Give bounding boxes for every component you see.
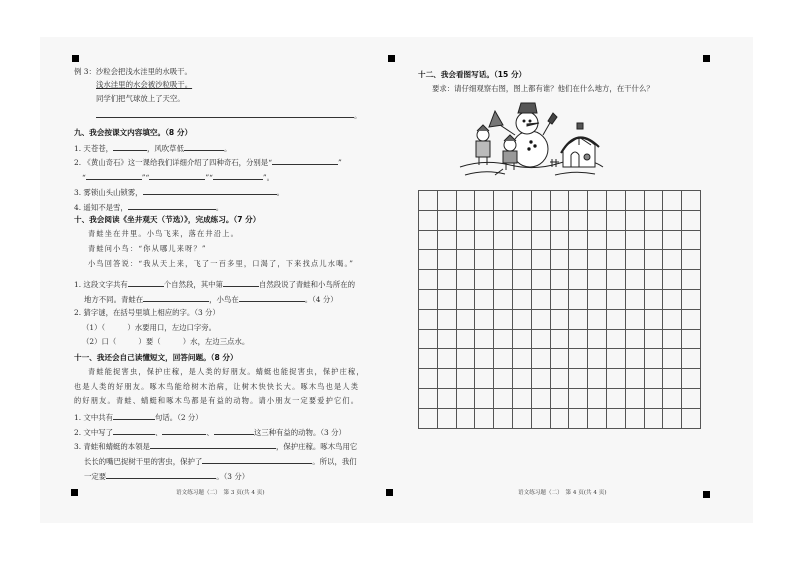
grid-cell[interactable] — [550, 190, 569, 210]
registration-mark-bottom-left — [71, 489, 78, 496]
example3-question: 同学们把气球放上了天空。 — [96, 94, 185, 103]
grid-cell[interactable] — [587, 190, 606, 210]
grid-cell[interactable] — [681, 269, 700, 289]
section11-q3: 3. 青蛙和蜻蜓的本领是 ，保护庄稼。啄木鸟用它 — [74, 442, 358, 451]
grid-cell[interactable] — [644, 388, 663, 408]
fill-blank[interactable] — [143, 186, 277, 195]
grid-cell[interactable] — [418, 190, 437, 210]
grid-cell[interactable] — [644, 210, 663, 230]
grid-cell[interactable] — [437, 289, 456, 309]
grid-cell[interactable] — [512, 269, 531, 289]
grid-cell[interactable] — [644, 309, 663, 329]
grid-cell[interactable] — [625, 348, 644, 368]
fill-blank[interactable] — [184, 142, 224, 151]
registration-mark-top-right — [703, 55, 710, 62]
grid-cell[interactable] — [606, 348, 625, 368]
grid-cell[interactable] — [456, 230, 475, 250]
grid-cell[interactable] — [512, 408, 531, 428]
grid-cell[interactable] — [606, 249, 625, 269]
grid-cell[interactable] — [418, 388, 437, 408]
grid-cell[interactable] — [625, 249, 644, 269]
snowman-illustration — [455, 97, 605, 182]
fill-blank[interactable] — [128, 201, 216, 210]
section9-item2-cont: “ ”“ ”“ ”。 — [82, 173, 275, 182]
grid-cell[interactable] — [456, 348, 475, 368]
answer-blank[interactable] — [96, 109, 354, 118]
grid-cell[interactable] — [625, 289, 644, 309]
fill-blank[interactable] — [149, 171, 205, 180]
grid-cell[interactable] — [587, 249, 606, 269]
grid-cell[interactable] — [606, 269, 625, 289]
section11-q1: 1. 文中共有 句话。（2 分） — [74, 413, 203, 422]
example3-answer-line[interactable]: 。 — [96, 109, 361, 121]
example3-answer: 浅水洼里的水会被沙粒吸干。 — [96, 80, 193, 89]
grid-cell[interactable] — [587, 388, 606, 408]
grid-cell[interactable] — [531, 368, 550, 388]
fill-blank[interactable] — [223, 278, 259, 287]
grid-cell[interactable] — [644, 230, 663, 250]
grid-cell[interactable] — [568, 388, 587, 408]
fill-blank[interactable] — [113, 142, 147, 151]
grid-cell[interactable] — [625, 388, 644, 408]
writing-grid[interactable] — [418, 190, 701, 429]
grid-cell[interactable] — [681, 329, 700, 349]
grid-cell[interactable] — [662, 190, 681, 210]
grid-cell[interactable] — [531, 230, 550, 250]
grid-cell[interactable] — [606, 210, 625, 230]
page-footer-left: 语文练习题（二） 第 3 页(共 4 页) — [176, 490, 265, 496]
fill-blank[interactable] — [162, 426, 206, 435]
grid-cell[interactable] — [681, 289, 700, 309]
grid-cell[interactable] — [418, 309, 437, 329]
grid-cell[interactable] — [418, 368, 437, 388]
grid-cell[interactable] — [437, 388, 456, 408]
grid-cell[interactable] — [512, 329, 531, 349]
grid-cell[interactable] — [587, 269, 606, 289]
grid-cell[interactable] — [625, 309, 644, 329]
grid-cell[interactable] — [587, 309, 606, 329]
grid-cell[interactable] — [568, 309, 587, 329]
section11-q3-cont: 长长的嘴巴捉树干里的害虫，保护了 。所以，我们 — [84, 457, 357, 466]
grid-cell[interactable] — [662, 309, 681, 329]
grid-cell[interactable] — [568, 289, 587, 309]
grid-cell[interactable] — [681, 388, 700, 408]
grid-cell[interactable] — [456, 368, 475, 388]
grid-cell[interactable] — [662, 230, 681, 250]
grid-cell[interactable] — [662, 269, 681, 289]
grid-cell[interactable] — [531, 388, 550, 408]
grid-cell[interactable] — [474, 249, 493, 269]
grid-cell[interactable] — [644, 249, 663, 269]
registration-mark-bottom-right — [703, 491, 710, 498]
grid-cell[interactable] — [644, 348, 663, 368]
grid-cell[interactable] — [606, 388, 625, 408]
grid-cell[interactable] — [625, 408, 644, 428]
grid-cell[interactable] — [512, 368, 531, 388]
grid-cell[interactable] — [606, 289, 625, 309]
grid-cell[interactable] — [625, 368, 644, 388]
grid-cell[interactable] — [456, 210, 475, 230]
grid-cell[interactable] — [625, 190, 644, 210]
grid-cell[interactable] — [681, 368, 700, 388]
grid-cell[interactable] — [644, 329, 663, 349]
grid-cell[interactable] — [681, 408, 700, 428]
section11-title: 十一、我还会自己读懂短文，回答问题。（8 分） — [74, 353, 238, 362]
grid-cell[interactable] — [644, 190, 663, 210]
fill-blank[interactable] — [202, 455, 312, 464]
grid-cell[interactable] — [437, 249, 456, 269]
grid-cell[interactable] — [568, 249, 587, 269]
grid-cell[interactable] — [456, 329, 475, 349]
section9-title: 九、我会按课文内容填空。（8 分） — [74, 128, 193, 137]
fill-blank[interactable] — [143, 293, 209, 302]
grid-cell[interactable] — [493, 249, 512, 269]
example3-line — [74, 67, 192, 77]
grid-cell[interactable] — [437, 408, 456, 428]
grid-cell[interactable] — [531, 329, 550, 349]
grid-cell[interactable] — [493, 289, 512, 309]
grid-cell[interactable] — [474, 210, 493, 230]
grid-cell[interactable] — [662, 249, 681, 269]
fill-blank[interactable] — [150, 440, 276, 449]
grid-cell[interactable] — [662, 210, 681, 230]
grid-cell[interactable] — [474, 408, 493, 428]
grid-cell[interactable] — [531, 348, 550, 368]
grid-cell[interactable] — [474, 289, 493, 309]
section10-passage-line1: 青蛙坐在井里。小鸟飞来，落在井沿上。 — [88, 229, 239, 238]
grid-cell[interactable] — [587, 230, 606, 250]
grid-cell[interactable] — [662, 388, 681, 408]
section9-item3: 3. 雾锁山头山锁雾， 。 — [74, 188, 284, 197]
section11-q2: 2. 文中写了 、 、 这三种有益的动物。（3 分） — [74, 428, 346, 437]
grid-cell[interactable] — [568, 348, 587, 368]
grid-cell[interactable] — [456, 408, 475, 428]
grid-cell[interactable] — [512, 289, 531, 309]
grid-cell[interactable] — [493, 368, 512, 388]
grid-cell[interactable] — [662, 289, 681, 309]
section9-item1: 1. 天苍苍， ，风吹草低 。 — [74, 144, 232, 153]
grid-cell[interactable] — [437, 210, 456, 230]
grid-cell[interactable] — [512, 190, 531, 210]
grid-cell[interactable] — [512, 249, 531, 269]
grid-cell[interactable] — [437, 269, 456, 289]
grid-cell[interactable] — [474, 348, 493, 368]
fill-blank[interactable] — [272, 156, 338, 165]
grid-cell[interactable] — [644, 368, 663, 388]
grid-cell[interactable] — [625, 329, 644, 349]
grid-cell[interactable] — [418, 408, 437, 428]
grid-cell[interactable] — [437, 190, 456, 210]
grid-cell[interactable] — [474, 388, 493, 408]
grid-cell[interactable] — [512, 388, 531, 408]
grid-cell[interactable] — [587, 329, 606, 349]
section9-item2: 2. 《黄山奇石》这一课给我们详细介绍了四种奇石，分别是“ ” — [74, 158, 342, 167]
grid-cell[interactable] — [437, 368, 456, 388]
grid-cell[interactable] — [662, 348, 681, 368]
fill-blank[interactable] — [214, 426, 254, 435]
grid-cell[interactable] — [493, 388, 512, 408]
fill-blank[interactable] — [86, 171, 142, 180]
grid-cell[interactable] — [456, 249, 475, 269]
grid-cell[interactable] — [568, 408, 587, 428]
section10-q2-1: （1）（ ）水要用口，左边口字旁。 — [82, 323, 217, 332]
grid-cell[interactable] — [493, 309, 512, 329]
grid-cell[interactable] — [550, 249, 569, 269]
grid-cell[interactable] — [531, 309, 550, 329]
grid-cell[interactable] — [550, 329, 569, 349]
grid-cell[interactable] — [587, 408, 606, 428]
section11-passage-line2: 也是人类的好朋友。啄木鸟能给树木治病，让树木快快长大。啄木鸟也是人类 — [74, 382, 360, 391]
grid-cell[interactable] — [493, 329, 512, 349]
grid-cell[interactable] — [493, 269, 512, 289]
grid-cell[interactable] — [568, 230, 587, 250]
section10-q2-2: （2）口（ ）要（ ）水，左边三点水。 — [82, 337, 250, 346]
grid-cell[interactable] — [681, 210, 700, 230]
grid-cell[interactable] — [418, 230, 437, 250]
grid-cell[interactable] — [662, 368, 681, 388]
grid-cell[interactable] — [456, 289, 475, 309]
grid-cell[interactable] — [606, 309, 625, 329]
grid-cell[interactable] — [456, 190, 475, 210]
grid-cell[interactable] — [681, 348, 700, 368]
grid-cell[interactable] — [531, 289, 550, 309]
example-sentence: 沙粒会把浅水洼里的水吸干。 — [95, 67, 192, 76]
grid-cell[interactable] — [531, 408, 550, 428]
grid-cell[interactable] — [437, 329, 456, 349]
grid-cell[interactable] — [418, 269, 437, 289]
grid-cell[interactable] — [568, 368, 587, 388]
grid-cell[interactable] — [606, 408, 625, 428]
grid-cell[interactable] — [606, 329, 625, 349]
grid-cell[interactable] — [493, 210, 512, 230]
grid-cell[interactable] — [681, 249, 700, 269]
grid-cell[interactable] — [606, 230, 625, 250]
grid-cell[interactable] — [493, 408, 512, 428]
grid-cell[interactable] — [531, 249, 550, 269]
registration-mark-bottom-center — [386, 489, 393, 496]
grid-cell[interactable] — [550, 388, 569, 408]
registration-mark-top-center — [388, 55, 395, 62]
grid-cell[interactable] — [644, 269, 663, 289]
grid-cell[interactable] — [587, 368, 606, 388]
section10-passage-line3: 小鸟回答说：“我从天上来，飞了一百多里，口渴了，下来找点儿水喝。” — [88, 259, 355, 268]
section12-requirement: 要求：请仔细观察右图，图上都有谁？他们在什么地方，在干什么？ — [432, 84, 654, 93]
fill-blank[interactable] — [113, 426, 155, 435]
grid-cell[interactable] — [568, 269, 587, 289]
grid-cell[interactable] — [512, 348, 531, 368]
grid-cell[interactable] — [681, 309, 700, 329]
grid-cell[interactable] — [625, 210, 644, 230]
grid-cell[interactable] — [531, 269, 550, 289]
grid-cell[interactable] — [474, 230, 493, 250]
grid-cell[interactable] — [550, 348, 569, 368]
grid-cell[interactable] — [681, 190, 700, 210]
grid-cell[interactable] — [587, 348, 606, 368]
example-label: 例 3： — [74, 67, 96, 76]
grid-cell[interactable] — [493, 348, 512, 368]
grid-cell[interactable] — [662, 329, 681, 349]
grid-cell[interactable] — [437, 348, 456, 368]
grid-cell[interactable] — [568, 190, 587, 210]
grid-cell[interactable] — [662, 408, 681, 428]
grid-cell[interactable] — [456, 309, 475, 329]
grid-cell[interactable] — [568, 210, 587, 230]
section9-item4: 4. 遥知不是雪， 。 — [74, 203, 224, 212]
section10-passage-line2: 青蛙问小鸟：“你从哪儿来呀？” — [88, 244, 207, 253]
section11-q3-cont2: 一定要 。（3 分） — [84, 472, 250, 481]
grid-cell[interactable] — [418, 249, 437, 269]
page-footer-right: 语文练习题（二） 第 4 页(共 4 页) — [518, 490, 607, 496]
fill-blank[interactable] — [213, 171, 263, 180]
grid-cell[interactable] — [625, 230, 644, 250]
grid-cell[interactable] — [644, 289, 663, 309]
grid-cell[interactable] — [625, 269, 644, 289]
grid-cell[interactable] — [681, 230, 700, 250]
fill-blank[interactable] — [113, 411, 155, 420]
grid-cell[interactable] — [531, 210, 550, 230]
grid-cell[interactable] — [493, 190, 512, 210]
grid-cell[interactable] — [512, 230, 531, 250]
grid-cell[interactable] — [550, 408, 569, 428]
section10-title: 十、我会阅读《坐井观天（节选）》，完成练习。（7 分） — [74, 215, 261, 224]
grid-cell[interactable] — [474, 269, 493, 289]
grid-cell[interactable] — [474, 309, 493, 329]
grid-cell[interactable] — [568, 329, 587, 349]
grid-cell[interactable] — [587, 210, 606, 230]
grid-cell[interactable] — [418, 348, 437, 368]
grid-cell[interactable] — [587, 289, 606, 309]
grid-cell[interactable] — [550, 230, 569, 250]
grid-cell[interactable] — [606, 368, 625, 388]
grid-cell[interactable] — [456, 269, 475, 289]
grid-cell[interactable] — [418, 329, 437, 349]
grid-cell[interactable] — [531, 190, 550, 210]
grid-cell[interactable] — [512, 210, 531, 230]
grid-cell[interactable] — [606, 190, 625, 210]
section12-title: 十二、我会看图写话。（15 分） — [418, 70, 527, 79]
grid-cell[interactable] — [474, 368, 493, 388]
grid-cell[interactable] — [474, 329, 493, 349]
section10-q1: 1. 这段文字共有 个自然段，其中第 自然段说了青蛙和小鸟所在的 — [74, 280, 356, 289]
grid-cell[interactable] — [644, 408, 663, 428]
grid-cell[interactable] — [418, 210, 437, 230]
section10-q2: 2. 猜字谜，在括号里填上相应的字。（3 分） — [74, 308, 220, 317]
grid-cell[interactable] — [550, 368, 569, 388]
section11-passage-line3: 的好朋友。青蛙、蜻蜓和啄木鸟都是有益的动物。请小朋友一定要爱护它们。 — [74, 396, 360, 405]
grid-cell[interactable] — [550, 289, 569, 309]
grid-cell[interactable] — [512, 309, 531, 329]
fill-blank[interactable] — [106, 470, 216, 479]
grid-cell[interactable] — [456, 388, 475, 408]
grid-cell[interactable] — [437, 230, 456, 250]
grid-cell[interactable] — [493, 230, 512, 250]
section11-passage-line1: 青蛙能捉害虫，保护庄稼，是人类的好朋友。蜻蜓也能捉害虫，保护庄稼， — [88, 367, 365, 376]
fill-blank[interactable] — [128, 278, 164, 287]
section10-q1-cont: 地方不同。青蛙在 ，小鸟在 。（4 分） — [84, 295, 338, 304]
grid-cell[interactable] — [550, 269, 569, 289]
grid-cell[interactable] — [418, 289, 437, 309]
registration-mark-top-left — [72, 55, 79, 62]
grid-cell[interactable] — [474, 190, 493, 210]
fill-blank[interactable] — [239, 293, 305, 302]
grid-cell[interactable] — [437, 309, 456, 329]
grid-cell[interactable] — [550, 309, 569, 329]
grid-cell[interactable] — [550, 210, 569, 230]
